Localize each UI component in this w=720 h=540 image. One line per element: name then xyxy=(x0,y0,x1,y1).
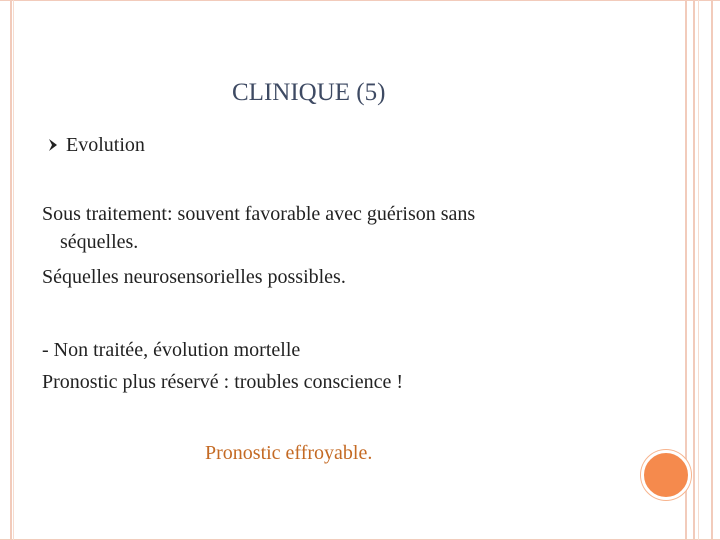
bullet-item xyxy=(48,132,145,158)
frame-right-line xyxy=(711,0,713,540)
paragraph-line: - Non traitée, évolution mortelle xyxy=(42,339,301,361)
paragraph-line: séquelles. xyxy=(60,231,139,253)
frame-right-line xyxy=(693,0,695,540)
frame-left-bar xyxy=(0,0,12,540)
bullet-label: Evolution xyxy=(66,134,145,156)
slide-title: CLINIQUE (5) xyxy=(232,79,386,106)
highlight-text: Pronostic effroyable. xyxy=(205,442,373,464)
paragraph-line: Séquelles neurosensorielles possibles. xyxy=(42,266,346,288)
frame-right-line xyxy=(698,0,699,540)
frame-top-line xyxy=(0,0,720,1)
paragraph-line: Pronostic plus réservé : troubles conscience ! xyxy=(42,371,404,393)
frame-left-line xyxy=(13,0,14,540)
paragraph-line: Sous traitement: souvent favorable avec guérison sans xyxy=(42,203,476,225)
decorative-circle xyxy=(641,450,691,500)
arrowhead-bullet-icon xyxy=(48,138,58,152)
